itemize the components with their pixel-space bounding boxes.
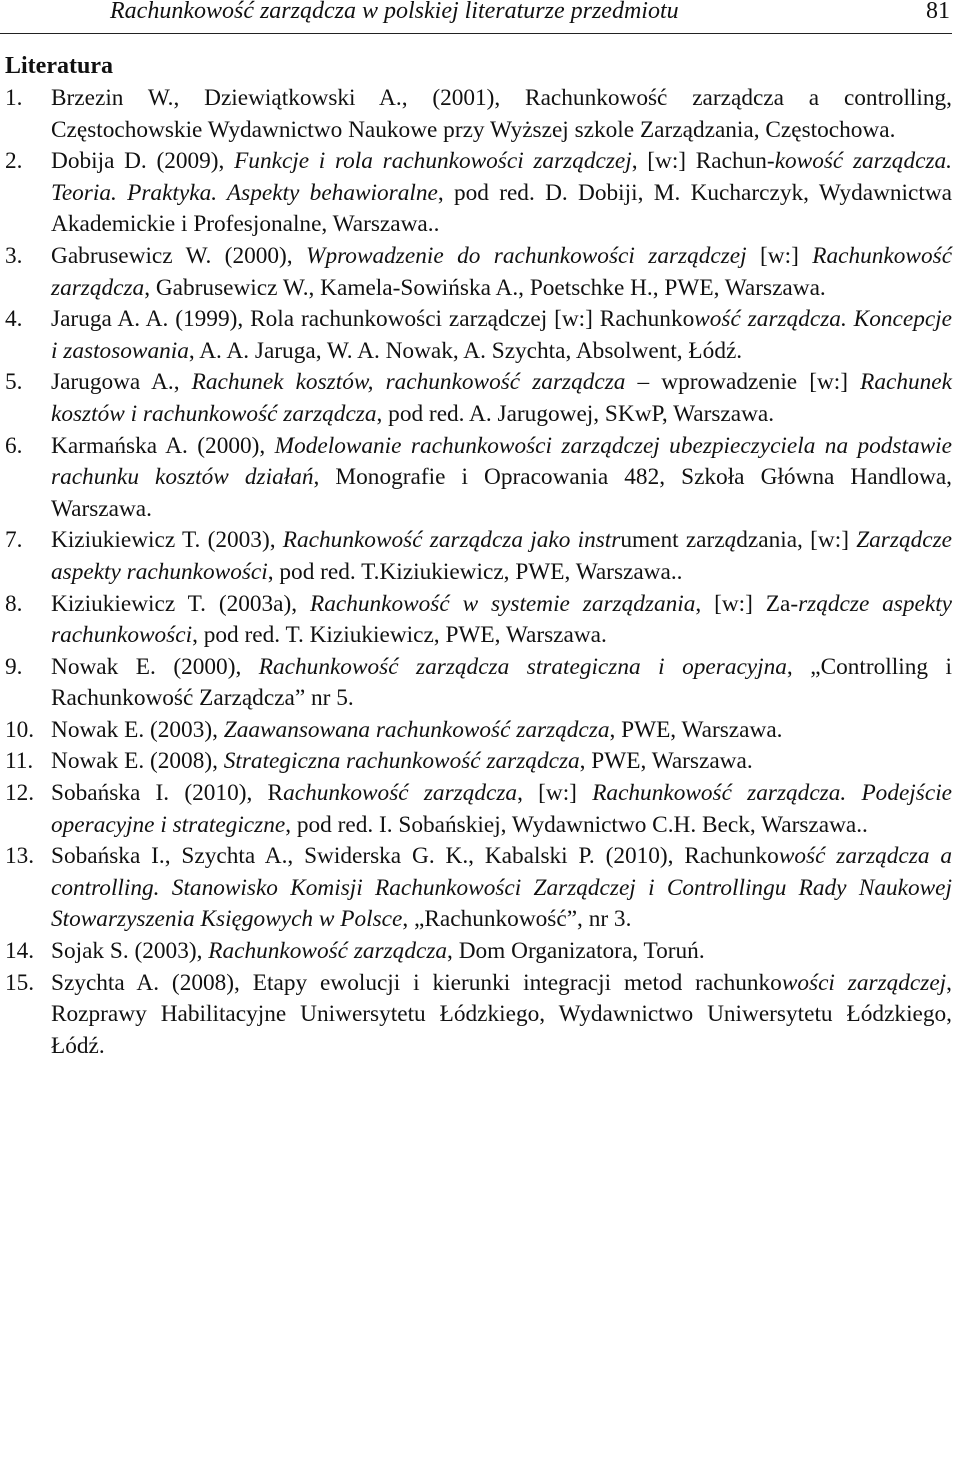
reference-text: Nowak E. (2003), bbox=[51, 716, 224, 743]
reference-title-text: Zarządcze aspekty rachunkowości bbox=[51, 527, 952, 585]
reference-text: [w:] bbox=[746, 242, 813, 269]
reference-item bbox=[0, 304, 952, 367]
section-title: Literatura bbox=[5, 53, 113, 79]
reference-title-text: Rachunkowość zarządcza bbox=[51, 242, 953, 301]
reference-number: 14. bbox=[5, 938, 35, 965]
reference-title-text: Rachunek kosztów, rachunkowość zarządcza bbox=[191, 369, 626, 396]
reference-number: 2. bbox=[5, 148, 23, 175]
reference-number: 1. bbox=[5, 85, 23, 111]
reference-text: , [w:] bbox=[517, 780, 593, 807]
reference-number: 8. bbox=[5, 590, 23, 617]
reference-title-text: rządcze aspekty rachunkowości bbox=[51, 590, 953, 649]
reference-text: , [w:] Za- bbox=[695, 590, 799, 617]
reference-title-text: Strategiczna rachunkowość zarządcza bbox=[223, 748, 580, 775]
reference-item bbox=[0, 146, 952, 241]
reference-title-text: Rachunkowość zarządcza. Podejście operacyjne i strategiczne bbox=[51, 780, 953, 838]
reference-number: 6. bbox=[5, 432, 23, 459]
reference-text: ument zarz bbox=[620, 527, 725, 554]
reference-title-text: Rachunkowość zarządcza bbox=[208, 938, 448, 965]
page-number: 81 bbox=[926, 0, 950, 24]
reference-item bbox=[0, 589, 952, 652]
reference-text: Szychta A. (2008), Etapy ewolucji i kierunki integracji metod rachunko bbox=[51, 969, 782, 996]
reference-item bbox=[0, 367, 952, 430]
reference-text: , PWE, Warszawa. bbox=[609, 716, 783, 743]
reference-title-text: Wprowadzenie do rachunkowości zarządczej bbox=[306, 242, 747, 269]
reference-title-text: Rachunkowość zarządcza jako instr bbox=[282, 527, 621, 554]
reference-number: 5. bbox=[5, 369, 23, 396]
reference-number: 15. bbox=[5, 969, 35, 996]
reference-title-text: achunkowość zarządcza bbox=[283, 780, 518, 807]
reference-title-text: Rachunkowość zarządcza strategiczna i operacyjna bbox=[258, 653, 787, 680]
header-divider bbox=[0, 33, 952, 34]
reference-item bbox=[0, 525, 952, 588]
running-title: Rachunkowość zarządcza w polskiej literaturze przedmiotu bbox=[110, 0, 679, 24]
reference-text: dzania, [w:] bbox=[736, 527, 857, 554]
reference-item bbox=[0, 778, 952, 841]
reference-text: , pod red. I. Sobańskiej, Wydawnictwo C.H. Beck, Warszawa.. bbox=[285, 811, 868, 838]
reference-item bbox=[0, 241, 952, 304]
reference-text: Jarugowa A., bbox=[51, 369, 192, 396]
reference-text: Kiziukiewicz T. (2003a), bbox=[51, 590, 310, 617]
reference-text: Sobańska I. (2010), R bbox=[51, 780, 284, 807]
reference-text: , „Controlling i Rachunkowość Zarządcza” nr 5. bbox=[51, 653, 952, 712]
reference-title-text: ą bbox=[724, 527, 737, 554]
reference-text: , Dom Organizatora, Toruń. bbox=[447, 938, 705, 965]
reference-text: , PWE, Warszawa. bbox=[579, 748, 753, 775]
reference-item bbox=[0, 83, 952, 146]
reference-item bbox=[0, 746, 952, 778]
page-header bbox=[0, 0, 952, 34]
reference-item bbox=[0, 841, 952, 936]
reference-title-text: Modelowanie rachunkowości zarządczej ubezpieczyciela na podstawie rachunku kosztów działań bbox=[51, 432, 952, 491]
reference-number: 3. bbox=[5, 242, 23, 269]
reference-title-text: wość zarządcza a controlling. Stanowisko Komisji Rachunkowości Zarządczej i Controllingu Rady Naukowej Stowarzyszenia Księgowych w Polsce bbox=[51, 843, 952, 933]
reference-text: , pod red. D. Dobiji, M. Kucharczyk, Wydawnictwa Akademickie i Profesjonalne, Warszawa.. bbox=[51, 179, 952, 238]
reference-text: , Rozprawy Habilitacyjne Uniwersytetu Łódzkiego, Wydawnictwo Uniwersytetu Łódzkiego, Łódź. bbox=[51, 969, 952, 1059]
reference-text: , pod red. T. Kiziukiewicz, PWE, Warszawa. bbox=[192, 622, 607, 649]
reference-title-text: Rachunek kosztów i rachunkowość zarządcza bbox=[51, 369, 952, 427]
reference-text: , pod red. T.Kiziukiewicz, PWE, Warszawa.. bbox=[267, 558, 683, 585]
reference-text: , Gabrusewicz W., Kamela-Sowińska A., Poetschke H., PWE, Warszawa. bbox=[144, 274, 826, 301]
reference-text: Dobija D. (2009), bbox=[51, 148, 235, 175]
reference-title-text: kowość zarządcza. Teoria. Praktyka. Aspekty behawioralne bbox=[51, 148, 952, 206]
reference-text: , „Rachunkowość”, nr 3. bbox=[402, 906, 632, 933]
reference-text: – wprowadzenie [w:] bbox=[625, 369, 861, 396]
reference-list bbox=[0, 83, 952, 1062]
reference-number: 12. bbox=[5, 780, 35, 807]
reference-number: 9. bbox=[5, 653, 23, 680]
reference-text: Karmańska A. (2000), bbox=[51, 432, 275, 459]
reference-text: , [w:] Rachun- bbox=[631, 148, 775, 175]
reference-title-text: wości zarządczej bbox=[781, 969, 947, 996]
reference-item bbox=[0, 431, 952, 526]
reference-text: Nowak E. (2008), bbox=[51, 748, 224, 775]
reference-title-text: Rachunkowość w systemie zarządzania bbox=[309, 590, 696, 617]
reference-text: , A. A. Jaruga, W. A. Nowak, A. Szychta, Absolwent, Łódź. bbox=[188, 337, 743, 364]
reference-title-text: wość zarządcza. Koncepcje i zastosowania bbox=[51, 306, 952, 364]
reference-text: , pod red. A. Jarugowej, SKwP, Warszawa. bbox=[376, 400, 775, 427]
reference-number: 4. bbox=[5, 306, 23, 333]
reference-title-text: Funkcje i rola rachunkowości zarządczej bbox=[234, 148, 632, 175]
reference-text: Jaruga A. A. (1999), Rola rachunkowości zarządczej [w:] Rachunko bbox=[51, 306, 695, 333]
reference-text: Nowak E. (2000), bbox=[51, 653, 259, 680]
reference-number: 7. bbox=[5, 527, 23, 554]
reference-item bbox=[0, 715, 952, 747]
reference-number: 13. bbox=[5, 843, 35, 870]
reference-item bbox=[0, 652, 952, 715]
reference-text: Brzezin W., Dziewiątkowski A., (2001), Rachunkowość zarządcza a controlling, Częstochowskie Wydawnictwo Naukowe przy Wyższej szkole Zarządzania, Częstochowa. bbox=[51, 85, 952, 143]
reference-title-text: Zaawansowana rachunkowość zarządcza bbox=[223, 716, 610, 743]
reference-item bbox=[0, 968, 952, 1063]
reference-text: , Monografie i Opracowania 482, Szkoła Główna Handlowa, Warszawa. bbox=[51, 464, 952, 522]
reference-text: Kiziukiewicz T. (2003), bbox=[51, 527, 283, 554]
reference-number: 11. bbox=[5, 748, 34, 775]
reference-item bbox=[0, 936, 952, 968]
reference-text: Gabrusewicz W. (2000), bbox=[51, 242, 307, 269]
reference-text: Sojak S. (2003), bbox=[51, 938, 209, 965]
reference-number: 10. bbox=[5, 716, 35, 743]
reference-text: Sobańska I., Szychta A., Swiderska G. K., Kabalski P. (2010), Rachunko bbox=[51, 843, 779, 870]
